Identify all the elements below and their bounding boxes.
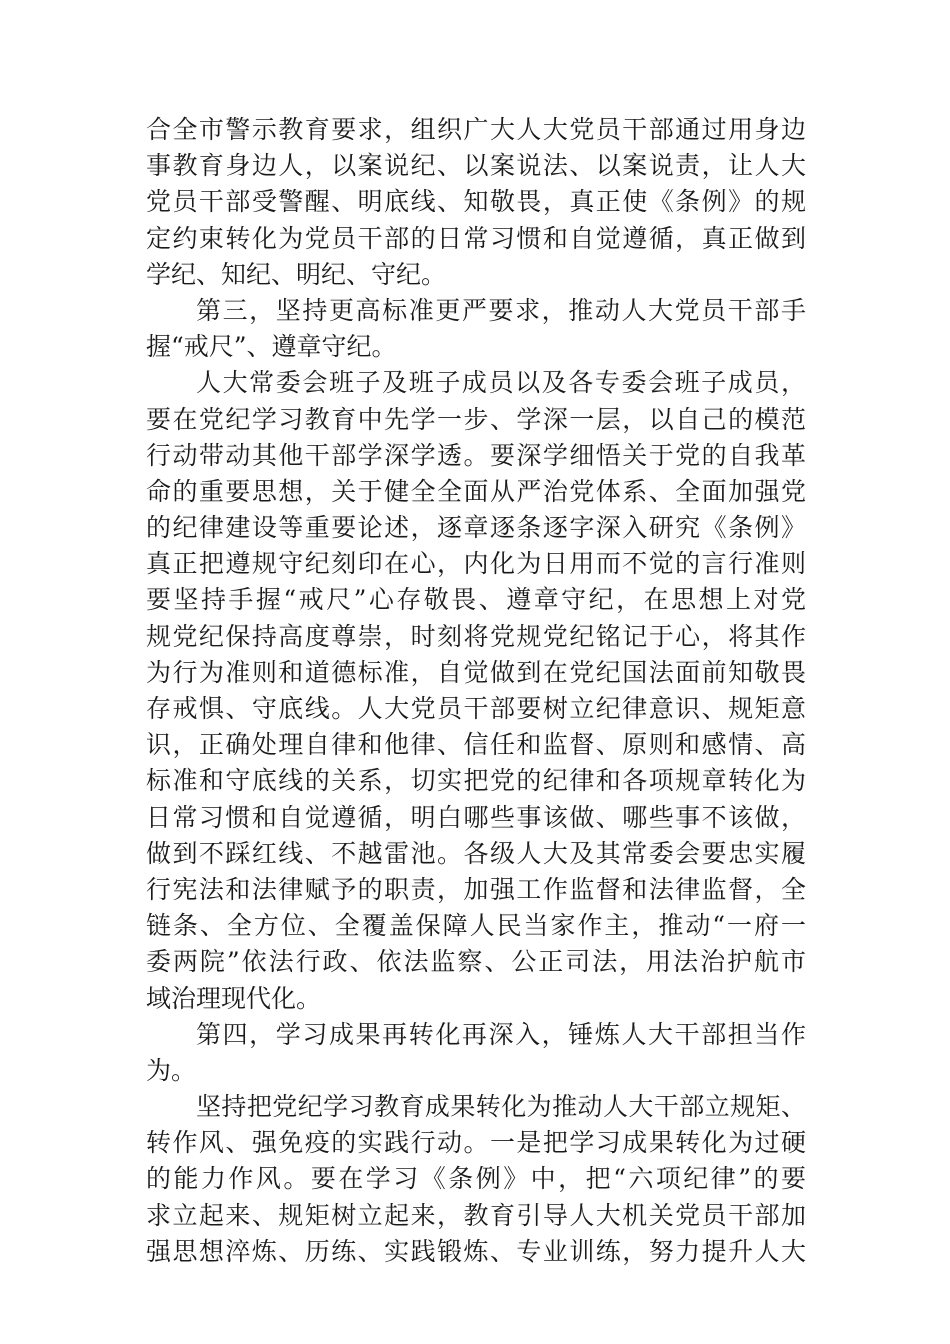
text-line: 行宪法和法律赋予的职责，加强工作监督和法律监督，全	[146, 874, 806, 904]
text-line: 标准和守底线的关系，切实把党的纪律和各项规章转化为	[146, 766, 806, 796]
text-line: 委两院”依法行政、依法监察、公正司法，用法治护航市	[146, 947, 806, 977]
text-line: 识，正确处理自律和他律、信任和监督、原则和感情、高	[146, 730, 806, 760]
text-line: 为。	[146, 1055, 197, 1085]
text-line: 规党纪保持高度尊崇，时刻将党规党纪铭记于心，将其作	[146, 621, 806, 651]
text-line: 行动带动其他干部学深学透。要深学细悟关于党的自我革	[146, 440, 806, 470]
text-line: 转作风、强免疫的实践行动。一是把学习成果转化为过硬	[146, 1128, 806, 1158]
text-line: 的能力作风。要在学习《条例》中，把“六项纪律”的要	[146, 1164, 806, 1194]
text-line: 人大常委会班子及班子成员以及各专委会班子成员，	[196, 368, 806, 398]
text-line: 合全市警示教育要求，组织广大人大党员干部通过用身边	[146, 115, 806, 144]
text-line: 握“戒尺”、遵章守纪。	[146, 332, 397, 362]
text-line: 定约束转化为党员干部的日常习惯和自觉遵循，真正做到	[146, 223, 806, 253]
text-line: 为行为准则和道德标准，自觉做到在党纪国法面前知敬畏	[146, 657, 806, 687]
text-line: 存戒惧、守底线。人大党员干部要树立纪律意识、规矩意	[146, 694, 806, 723]
text-line: 求立起来、规矩树立起来，教育引导人大机关党员干部加	[146, 1200, 806, 1230]
text-line: 命的重要思想，关于健全全面从严治党体系、全面加强党	[146, 476, 806, 506]
text-line: 坚持把党纪学习教育成果转化为推动人大干部立规矩、	[196, 1092, 806, 1122]
text-line: 党员干部受警醒、明底线、知敬畏，真正使《条例》的规	[146, 187, 806, 217]
document-page	[146, 112, 806, 1270]
text-line: 日常习惯和自觉遵循，明白哪些事该做、哪些事不该做，	[146, 802, 806, 832]
text-line: 第三，坚持更高标准更严要求，推动人大党员干部手	[196, 295, 806, 325]
text-line: 做到不踩红线、不越雷池。各级人大及其常委会要忠实履	[146, 838, 806, 868]
text-line: 要坚持手握“戒尺”心存敬畏、遵章守纪，在思想上对党	[146, 585, 806, 615]
text-line: 真正把遵规守纪刻印在心，内化为日用而不觉的言行准则	[146, 549, 806, 579]
text-line: 事教育身边人，以案说纪、以案说法、以案说责，让人大	[146, 151, 806, 181]
text-line: 学纪、知纪、明纪、守纪。	[146, 259, 447, 289]
text-line: 第四，学习成果再转化再深入，锤炼人大干部担当作	[196, 1019, 806, 1049]
text-line: 要在党纪学习教育中先学一步、学深一层，以自己的模范	[146, 404, 806, 434]
text-line: 的纪律建设等重要论述，逐章逐条逐字深入研究《条例》	[146, 513, 806, 543]
text-line: 链条、全方位、全覆盖保障人民当家作主，推动“一府一	[146, 911, 806, 941]
text-line: 域治理现代化。	[146, 983, 322, 1013]
text-line: 强思想淬炼、历练、实践锻炼、专业训练，努力提升人大	[146, 1236, 806, 1266]
